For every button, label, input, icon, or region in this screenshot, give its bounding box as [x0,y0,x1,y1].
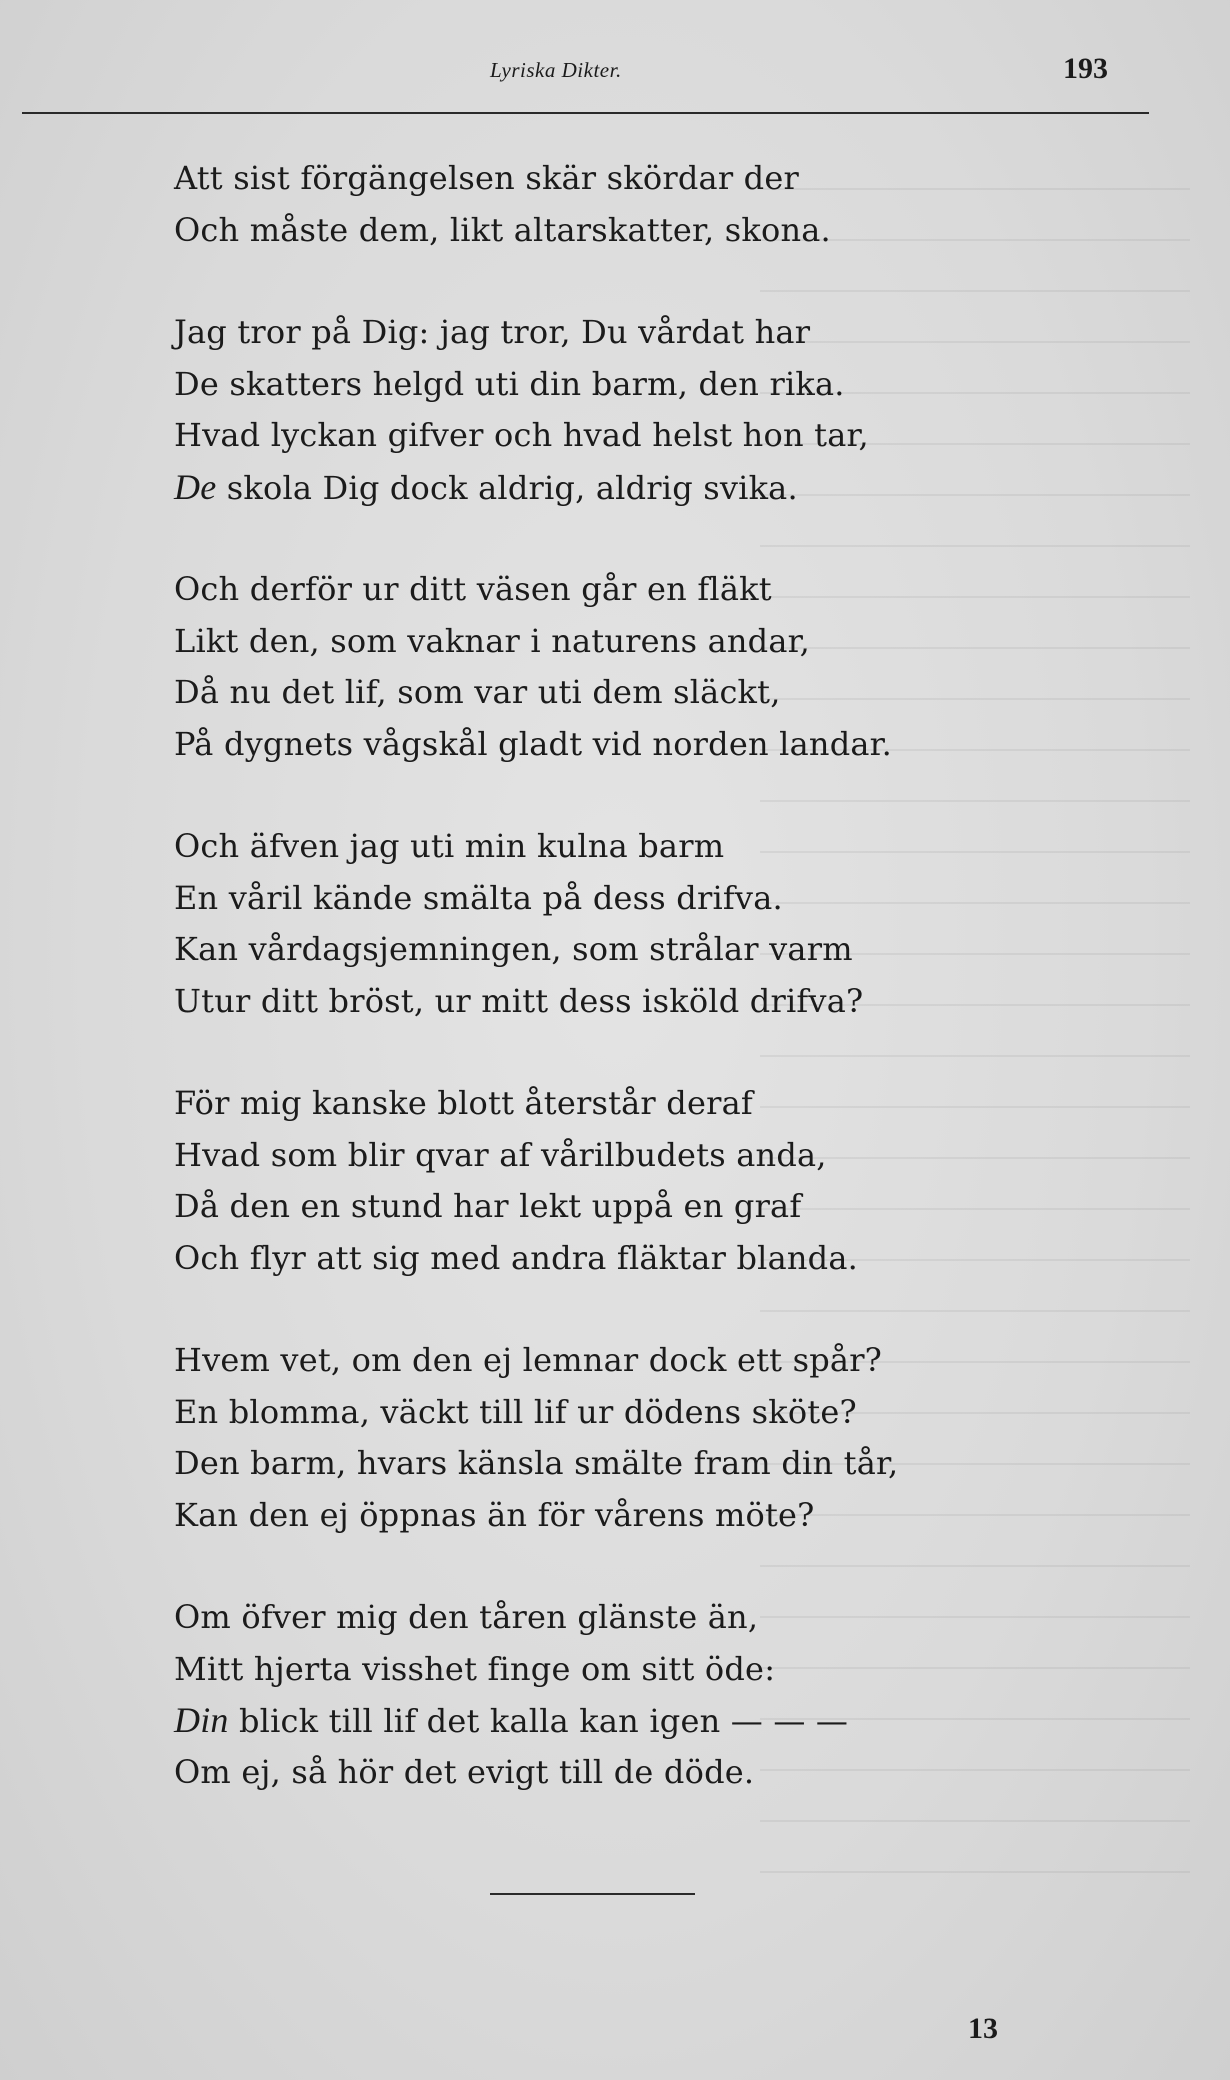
line-text: Hvad lyckan gifver och hvad helst hon tar, [174,416,869,454]
poem-line [174,873,1074,925]
line-text: Jag tror på Dig: jag tror, Du vårdat har [174,313,811,351]
header-rule [22,112,1149,114]
poem-line [174,616,1074,668]
poem-line [174,564,1074,616]
line-text: Då den en stund har lekt uppå en graf [174,1187,802,1225]
line-text: Och måste dem, likt altarskatter, skona. [174,210,831,249]
line-text: Och äfven jag uti min kulna barm [174,827,725,865]
line-text: Likt den, som vaknar i naturens andar, [174,621,810,660]
page-number: 193 [1063,52,1108,85]
line-text: Då nu det lif, som var uti dem släckt, [174,673,781,711]
stanza [174,1592,1074,1798]
line-text: Att sist förgängelsen skär skördar der [174,159,800,197]
poem-line [174,1695,1074,1747]
poem-line [174,1335,1074,1387]
emphasized-word: De [174,466,217,507]
poem-line [174,1078,1074,1130]
line-text: Om ej, så hör det evigt till de döde. [174,1752,755,1791]
poem-line [174,924,1074,976]
poem-line [174,153,1074,205]
line-text: På dygnets vågskål gladt vid norden landar. [174,724,893,763]
signature-mark: 13 [968,2012,998,2045]
line-text: skola Dig dock aldrig, aldrig svika. [216,468,798,507]
line-text: Om öfver mig den tåren glänste än, [174,1598,759,1636]
poem-line [174,1438,1074,1490]
running-title: Lyriska Dikter. [490,58,622,82]
line-text: Utur ditt bröst, ur mitt dess isköld drifva? [174,981,864,1020]
line-text: För mig kanske blott återstår deraf [174,1084,753,1122]
stanza [174,821,1074,1027]
stanza [174,1335,1074,1541]
line-text: blick till lif det kalla kan igen — — — [228,1702,849,1740]
line-text: Och derför ur ditt väsen går en fläkt [174,570,772,608]
poem-body [174,153,1074,1849]
line-text: Hvem vet, om den ej lemnar dock ett spår? [174,1341,883,1379]
poem-line [174,462,1074,514]
line-text: Den barm, hvars känsla smälte fram din tår, [174,1444,899,1482]
line-text: En våril kände smälta på dess drifva. [174,878,783,917]
line-text: De skatters helgd uti din barm, den rika. [174,364,845,403]
poem-line [174,719,1074,771]
poem-line [174,359,1074,411]
poem-line [174,1181,1074,1233]
running-head [0,52,1230,92]
poem-line [174,1387,1074,1439]
end-rule [490,1893,695,1895]
poem-line [174,307,1074,359]
line-text: Kan vårdagsjemningen, som strålar varm [174,930,853,968]
poem-line [174,1233,1074,1285]
stanza [174,153,1074,256]
poem-line [174,1490,1074,1542]
poem-line [174,667,1074,719]
line-text: En blomma, väckt till lif ur dödens sköte? [174,1392,857,1431]
poem-line [174,1644,1074,1696]
stanza [174,1078,1074,1284]
poem-line [174,205,1074,257]
line-text: Och flyr att sig med andra fläktar blanda. [174,1238,858,1277]
stanza [174,564,1074,770]
poem-line [174,821,1074,873]
poem-line [174,1747,1074,1799]
line-text: Kan den ej öppnas än för vårens möte? [174,1495,815,1534]
poem-line [174,410,1074,462]
poem-line [174,1130,1074,1182]
line-text: Mitt hjerta visshet finge om sitt öde: [174,1649,776,1688]
poem-line [174,976,1074,1028]
line-text: Hvad som blir qvar af vårilbudets anda, [174,1135,827,1174]
poem-line [174,1592,1074,1644]
emphasized-word: Din [174,1700,229,1740]
stanza [174,307,1074,513]
